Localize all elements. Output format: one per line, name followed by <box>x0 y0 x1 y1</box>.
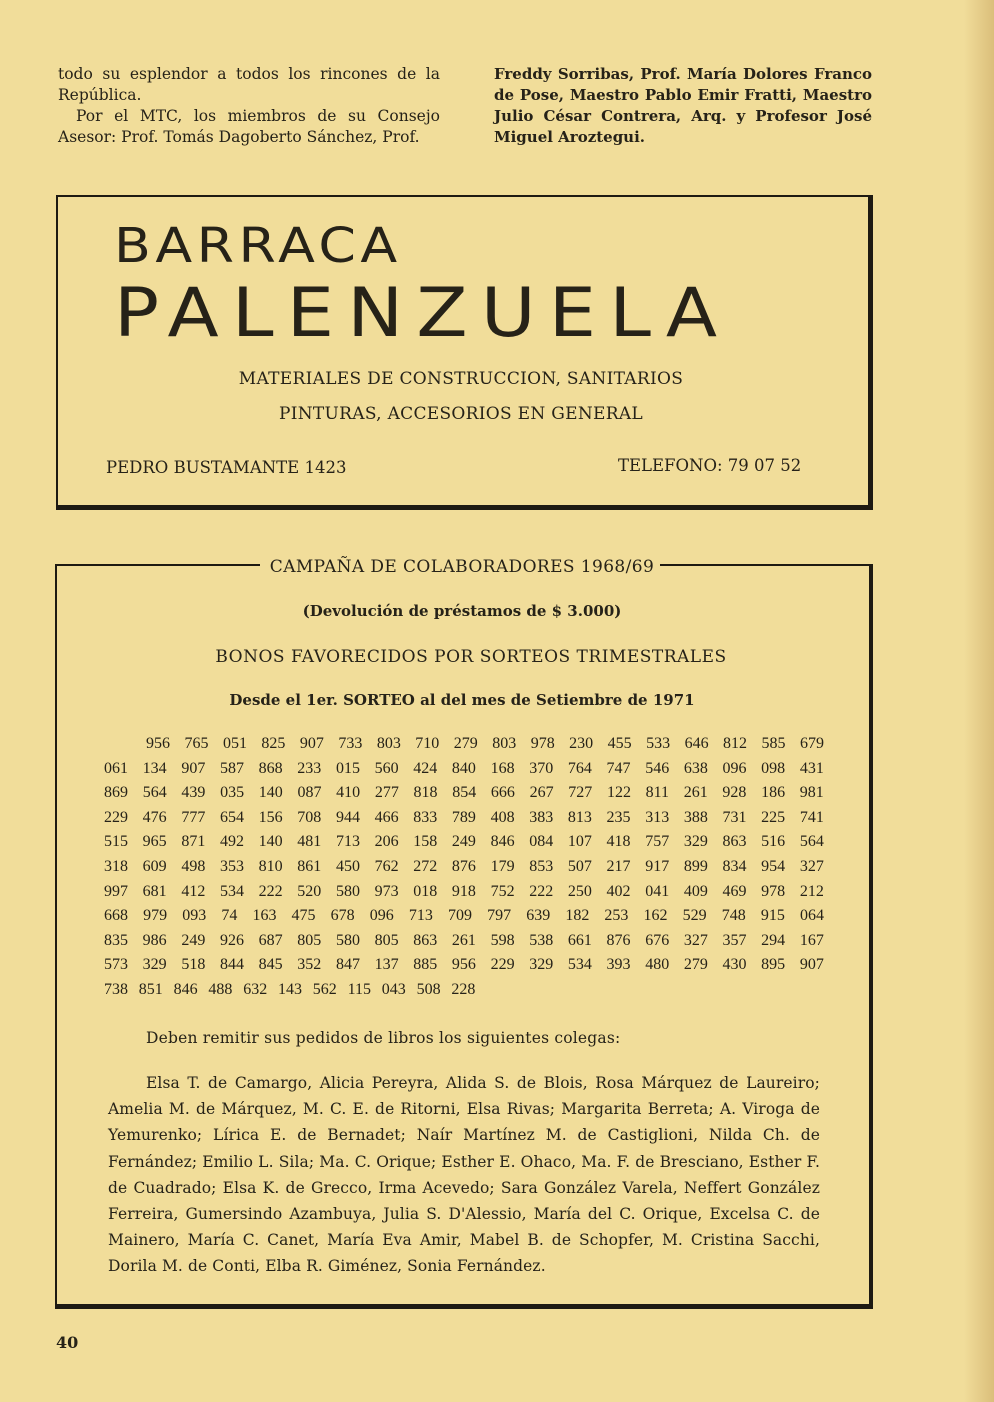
bond-number: 851 <box>138 980 163 998</box>
bond-number: 162 <box>643 907 668 925</box>
bond-number: 876 <box>606 931 631 949</box>
bond-number: 439 <box>181 784 206 802</box>
bond-number: 393 <box>606 956 631 974</box>
bond-number: 885 <box>413 956 438 974</box>
bond-number: 015 <box>335 759 360 777</box>
bond-number: 388 <box>683 808 708 826</box>
bond-number: 965 <box>142 833 167 851</box>
bond-number: 143 <box>277 980 302 998</box>
request-intro: Deben remitir sus pedidos de libros los siguientes colegas: <box>146 1029 621 1047</box>
number-row <box>104 953 824 978</box>
bond-number: 956 <box>146 735 170 752</box>
bond-number: 431 <box>799 759 824 777</box>
bond-number: 713 <box>408 907 433 925</box>
bond-number: 853 <box>529 857 554 875</box>
bond-number: 733 <box>338 735 363 752</box>
bond-number: 217 <box>606 857 631 875</box>
intro-right-column <box>494 64 872 148</box>
ad-brand-line-2: PALENZUELA <box>114 274 731 353</box>
paper-edge-shade <box>964 0 994 1402</box>
bond-number: 261 <box>683 784 708 802</box>
bond-number: 225 <box>761 808 786 826</box>
campaign-title: CAMPAÑA DE COLABORADORES 1968/69 <box>269 557 655 577</box>
bond-number: 681 <box>142 882 167 900</box>
bond-number: 533 <box>646 735 671 752</box>
number-row <box>104 978 824 1003</box>
bond-number: 383 <box>529 808 554 826</box>
bond-number: 329 <box>142 956 167 974</box>
bond-number: 646 <box>684 735 709 752</box>
bond-number: 229 <box>490 956 515 974</box>
bond-number: 834 <box>722 857 747 875</box>
bond-number: 868 <box>258 759 283 777</box>
bond-number: 710 <box>415 735 440 752</box>
bond-number: 093 <box>182 907 207 925</box>
bond-number: 492 <box>219 833 244 851</box>
bond-number: 861 <box>297 857 322 875</box>
bond-number: 061 <box>104 759 128 777</box>
bond-number: 797 <box>487 907 512 925</box>
bond-number: 978 <box>761 882 786 900</box>
bond-number: 098 <box>761 759 786 777</box>
bond-number: 979 <box>143 907 168 925</box>
bond-number: 327 <box>799 857 824 875</box>
bond-number: 639 <box>526 907 551 925</box>
bond-number: 064 <box>799 907 824 925</box>
bond-number: 329 <box>529 956 554 974</box>
bond-number: 481 <box>297 833 322 851</box>
bond-number: 249 <box>451 833 476 851</box>
bond-number: 163 <box>252 907 277 925</box>
bond-number: 410 <box>336 784 361 802</box>
bond-number: 748 <box>721 907 746 925</box>
bond-number: 357 <box>722 931 747 949</box>
bond-number: 956 <box>451 956 476 974</box>
number-row <box>104 830 824 855</box>
number-row <box>104 757 824 782</box>
bond-number: 515 <box>104 833 128 851</box>
colleague-names <box>108 1070 820 1280</box>
bond-number: 327 <box>683 931 708 949</box>
bond-number: 762 <box>374 857 399 875</box>
bond-number: 731 <box>722 808 747 826</box>
bond-number: 907 <box>181 759 206 777</box>
number-row <box>104 855 824 880</box>
intro-left-column <box>58 64 440 148</box>
bond-number: 825 <box>261 735 286 752</box>
number-row <box>104 880 824 905</box>
bond-number: 107 <box>567 833 592 851</box>
bond-number: 844 <box>219 956 244 974</box>
bond-number: 353 <box>219 857 244 875</box>
bond-number: 134 <box>142 759 167 777</box>
bond-number: 738 <box>104 980 128 998</box>
bond-number: 580 <box>335 931 360 949</box>
bond-number: 051 <box>222 735 247 752</box>
bond-number: 609 <box>142 857 167 875</box>
bond-number: 018 <box>413 882 438 900</box>
bond-number: 520 <box>297 882 322 900</box>
bond-number: 140 <box>258 784 283 802</box>
bond-number: 564 <box>799 833 824 851</box>
bond-number: 412 <box>181 882 206 900</box>
bond-number: 954 <box>761 857 786 875</box>
bond-number: 803 <box>376 735 401 752</box>
bond-number: 253 <box>604 907 629 925</box>
bond-number: 267 <box>529 784 554 802</box>
intro-left-paragraph-1: todo su esplendor a todos los rincones de la República. <box>58 65 440 104</box>
bond-number: 835 <box>104 931 128 949</box>
campaign-subtitle: (Devolución de préstamos de $ 3.000) <box>302 602 622 620</box>
bond-number: 313 <box>645 808 670 826</box>
bond-number: 408 <box>490 808 515 826</box>
bond-number: 516 <box>761 833 786 851</box>
bond-number: 318 <box>104 857 128 875</box>
bond-number: 122 <box>606 784 631 802</box>
ad-phone: TELEFONO: 79 07 52 <box>618 456 802 475</box>
bond-number: 863 <box>722 833 747 851</box>
bond-number: 534 <box>219 882 244 900</box>
bond-number: 752 <box>490 882 515 900</box>
bond-number: 466 <box>374 808 399 826</box>
campaign-draw-info: Desde el 1er. SORTEO al del mes de Setiembre de 1971 <box>229 691 695 709</box>
bond-number: 915 <box>760 907 785 925</box>
bond-number: 676 <box>645 931 670 949</box>
bond-number: 168 <box>490 759 515 777</box>
bond-number: 973 <box>374 882 399 900</box>
ad-subtitle-2: PINTURAS, ACCESORIOS EN GENERAL <box>278 404 644 424</box>
bond-number: 845 <box>258 956 283 974</box>
bond-number: 233 <box>297 759 322 777</box>
bond-number: 182 <box>565 907 590 925</box>
bond-number: 035 <box>220 784 245 802</box>
bond-number: 272 <box>413 857 438 875</box>
bond-number: 573 <box>104 956 128 974</box>
bond-number: 450 <box>335 857 360 875</box>
bond-number: 869 <box>104 784 128 802</box>
bond-number: 488 <box>208 980 233 998</box>
number-row <box>104 806 824 831</box>
bond-number: 370 <box>529 759 554 777</box>
campaign-heading: BONOS FAVORECIDOS POR SORTEOS TRIMESTRALES <box>215 647 727 667</box>
bond-number: 261 <box>451 931 476 949</box>
bond-number: 250 <box>567 882 592 900</box>
bond-number: 230 <box>569 735 594 752</box>
bond-number: 928 <box>722 784 747 802</box>
bond-number: 917 <box>645 857 670 875</box>
bond-number: 430 <box>722 956 747 974</box>
ad-brand-line-1: BARRACA <box>114 218 402 274</box>
bond-number: 480 <box>645 956 670 974</box>
bond-number: 805 <box>297 931 322 949</box>
bond-number: 803 <box>492 735 517 752</box>
bond-number: 926 <box>219 931 244 949</box>
bond-number: 469 <box>722 882 747 900</box>
bond-number: 508 <box>416 980 441 998</box>
bond-number: 212 <box>799 882 824 900</box>
bond-number: 279 <box>683 956 708 974</box>
bond-number: 709 <box>447 907 472 925</box>
bond-number: 564 <box>142 784 167 802</box>
bond-number: 043 <box>381 980 406 998</box>
bond-number: 186 <box>761 784 786 802</box>
bond-number: 713 <box>335 833 360 851</box>
page-number: 40 <box>56 1333 79 1352</box>
bond-number: 235 <box>606 808 631 826</box>
bond-number: 096 <box>369 907 394 925</box>
bond-number: 228 <box>451 980 476 998</box>
bond-number: 279 <box>453 735 478 752</box>
bond-number: 978 <box>530 735 555 752</box>
bond-number: 352 <box>297 956 322 974</box>
bond-number: 518 <box>181 956 206 974</box>
bond-number: 668 <box>104 907 128 925</box>
bond-number: 167 <box>799 931 824 949</box>
bond-number: 115 <box>347 980 371 998</box>
bond-number: 229 <box>104 808 128 826</box>
bond-number: 876 <box>451 857 476 875</box>
bond-number: 687 <box>258 931 283 949</box>
bond-number: 863 <box>413 931 438 949</box>
bond-number: 741 <box>799 808 824 826</box>
bond-number: 818 <box>413 784 438 802</box>
bond-number: 041 <box>645 882 670 900</box>
number-row <box>104 732 824 757</box>
bond-number: 997 <box>104 882 128 900</box>
bond-number: 840 <box>451 759 476 777</box>
bond-number: 944 <box>335 808 360 826</box>
bond-number: 562 <box>312 980 337 998</box>
bond-number: 222 <box>529 882 554 900</box>
bond-number: 810 <box>258 857 283 875</box>
bond-number: 638 <box>683 759 708 777</box>
bond-number: 087 <box>297 784 322 802</box>
intro-right-paragraph: Freddy Sorribas, Prof. María Dolores Franco de Pose, Maestro Pablo Emir Fratti, Maestro Julio César Contrera, Arq. y Profesor José Miguel Aroztegui. <box>494 65 872 146</box>
bond-number: 811 <box>645 784 670 802</box>
bond-number: 847 <box>335 956 360 974</box>
bond-number: 294 <box>761 931 786 949</box>
bond-number: 476 <box>142 808 167 826</box>
bond-number: 084 <box>529 833 554 851</box>
bond-number: 137 <box>374 956 399 974</box>
bond-number: 455 <box>607 735 632 752</box>
winning-bond-numbers <box>104 732 824 1003</box>
bond-number: 765 <box>184 735 209 752</box>
bond-number: 871 <box>181 833 206 851</box>
colleague-names-text: Elsa T. de Camargo, Alicia Pereyra, Alida S. de Blois, Rosa Márquez de Laureiro; Amelia M. de Márquez, M. C. E. de Ritorni, Elsa Rivas; Margarita Berreta; A. Viroga de Yemurenko; Lírica E. de Bernadet; Naír Martínez M. de Castiglioni, Nilda Ch. de Fernández; Emilio L. Sila; Ma. C. Orique; Esther E. Ohaco, Ma. F. de Bresciano, Esther F. de Cuadrado; Elsa K. de Grecco, Irma Acevedo; Sara González Varela, Neffert González Ferreira, Gumersindo Azambuya, Julia S. D'Alessio, María del C. Orique, Excelsa C. de Mainero, María C. Canet, María Eva Amir, Mabel B. de Schopfer, M. Cristina Sacchi, Dorila M. de Conti, Elba R. Giménez, Sonia Fernández. <box>108 1074 820 1276</box>
bond-number: 789 <box>451 808 476 826</box>
bond-number: 632 <box>243 980 268 998</box>
bond-number: 899 <box>683 857 708 875</box>
bond-number: 661 <box>567 931 592 949</box>
bond-number: 757 <box>645 833 670 851</box>
bond-number: 727 <box>568 784 593 802</box>
bond-number: 666 <box>490 784 515 802</box>
bond-number: 907 <box>799 956 824 974</box>
bond-number: 140 <box>258 833 283 851</box>
bond-number: 777 <box>181 808 206 826</box>
number-row <box>104 781 824 806</box>
bond-number: 580 <box>335 882 360 900</box>
bond-number: 409 <box>683 882 708 900</box>
bond-number: 679 <box>799 735 824 752</box>
bond-number: 981 <box>799 784 824 802</box>
bond-number: 249 <box>181 931 206 949</box>
ad-address: PEDRO BUSTAMANTE 1423 <box>106 458 347 477</box>
bond-number: 156 <box>258 808 283 826</box>
bond-number: 546 <box>645 759 670 777</box>
bond-number: 747 <box>606 759 631 777</box>
bond-number: 402 <box>606 882 631 900</box>
bond-number: 833 <box>413 808 438 826</box>
bond-number: 222 <box>258 882 283 900</box>
bond-number: 179 <box>490 857 515 875</box>
bond-number: 805 <box>374 931 399 949</box>
number-row <box>104 929 824 954</box>
bond-number: 846 <box>173 980 198 998</box>
intro-left-paragraph-2: Por el MTC, los miembros de su Consejo Asesor: Prof. Tomás Dagoberto Sánchez, Prof. <box>58 107 440 146</box>
bond-number: 918 <box>451 882 476 900</box>
bond-number: 986 <box>142 931 167 949</box>
bond-number: 678 <box>330 907 355 925</box>
bond-number: 424 <box>413 759 438 777</box>
bond-number: 585 <box>761 735 786 752</box>
bond-number: 498 <box>181 857 206 875</box>
bond-number: 764 <box>567 759 592 777</box>
bond-number: 708 <box>297 808 322 826</box>
bond-number: 654 <box>219 808 244 826</box>
bond-number: 813 <box>567 808 592 826</box>
bond-number: 598 <box>490 931 515 949</box>
bond-number: 418 <box>606 833 631 851</box>
bond-number: 158 <box>413 833 438 851</box>
bond-number: 895 <box>761 956 786 974</box>
bond-number: 560 <box>374 759 399 777</box>
bond-number: 475 <box>291 907 316 925</box>
bond-number: 507 <box>567 857 592 875</box>
bond-number: 907 <box>299 735 324 752</box>
bond-number: 74 <box>221 907 238 925</box>
bond-number: 096 <box>722 759 747 777</box>
bond-number: 329 <box>683 833 708 851</box>
bond-number: 587 <box>219 759 244 777</box>
bond-number: 812 <box>723 735 748 752</box>
bond-number: 206 <box>374 833 399 851</box>
number-row <box>104 904 824 929</box>
bond-number: 534 <box>567 956 592 974</box>
bond-number: 854 <box>452 784 477 802</box>
bond-number: 277 <box>374 784 399 802</box>
bond-number: 529 <box>682 907 707 925</box>
bond-number: 846 <box>490 833 515 851</box>
bond-number: 538 <box>529 931 554 949</box>
ad-subtitle-1: MATERIALES DE CONSTRUCCION, SANITARIOS <box>238 369 684 389</box>
